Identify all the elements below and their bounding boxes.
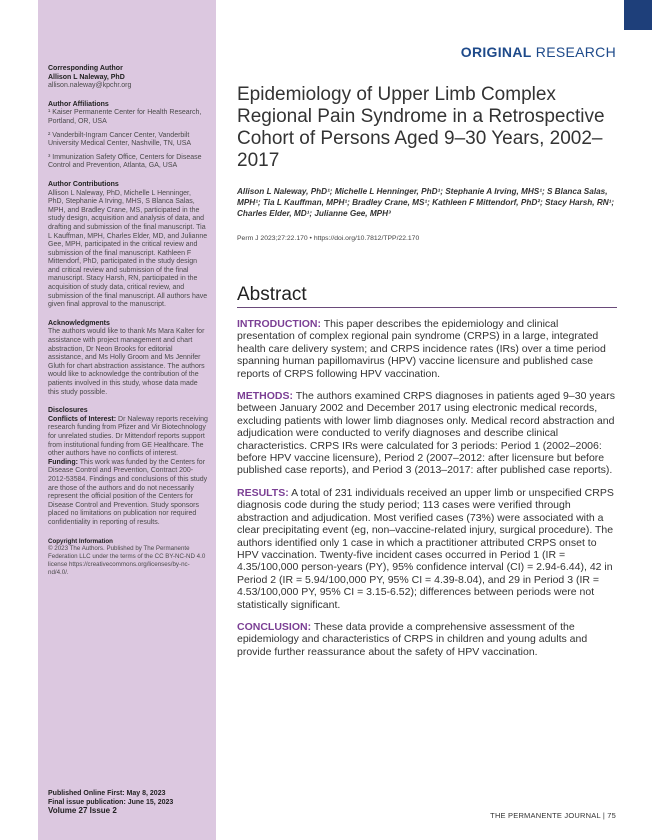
disclosures-heading: Disclosures — [48, 407, 88, 415]
funding-text: This work was funded by the Centers for Disease Control and Prevention, Contract 200-2012-53584. Findings and conclusions of this study are those of the authors and do not necessarily represent the official position of the Centers for Disease Control and Prevention. Study sponsors placed no limitations on publication nor required confidentiality in reporting of results. — [48, 458, 208, 526]
methods-label: METHODS: — [237, 390, 293, 403]
final-issue-publication: Final issue publication: June 15, 2023 — [48, 798, 174, 806]
corner-accent-bar — [624, 0, 652, 30]
methods-text: The authors examined CRPS diagnoses in patients aged 9–30 years between January 2002 and December 2017 using electronic medical records, excluding patients with lower limb diagnoses only. Medical record abstraction and adjudication were conducted to verify diagnoses and describe clinical characteristics. CRPS IRs were calculated for 3 periods: Period 1 (2002–2006: before HPV vaccine licensure), Period 2 (2007–2012: after licensure but before published case reports), and Period 3 (2013–2017: after published case reports). — [237, 390, 616, 477]
abstract-divider — [237, 307, 617, 308]
abstract-heading: Abstract — [237, 284, 307, 305]
results-label: RESULTS: — [237, 486, 289, 499]
funding-label: Funding: — [48, 458, 78, 466]
corresponding-author — [48, 65, 208, 91]
affiliation-2: ² Vanderbilt-Ingram Cancer Center, Vanderbilt University Medical Center, Nashville, TN, USA — [48, 131, 192, 148]
article-title: Epidemiology of Upper Limb Complex Regional Pain Syndrome in a Retrospective Cohort of Persons Aged 9–30 Years, 2002–2017 — [237, 84, 605, 171]
corresponding-email[interactable]: allison.naleway@kpchr.org — [48, 82, 132, 90]
disclosures — [48, 407, 208, 527]
funding — [48, 459, 208, 528]
contributions-text: Allison L Naleway, PhD, Michelle L Henninger, PhD, Stephanie A Irving, MHS, S Blanca Salas, MPH, and Bradley Crane, MS, participated in the study design, acquisition and analysis of data, and drafting and submission of the final manuscript. Tia L Kauffman, MPH, Charles Elder, MD, and Julianne Gee, MPH, participated in the critical review and submission of the final manuscript. Kathleen F Mittendorf, PhD, participated in the study design and critical review and submission of the final manuscript. Stacy Harsh, RN, participated in the acquisition of study data, critical review, and submission of the final manuscript. All authors have given final approval to the manuscript. — [48, 189, 208, 309]
introduction-label: INTRODUCTION: — [237, 318, 321, 330]
abstract-results — [237, 487, 619, 611]
coi-text: Dr Naleway reports receiving research funding from Pfizer and Vir Biotechnology for unrelated studies. Dr Mittendorf reports support from institutional funding from GE Healthcare. The other authors have no conflicts of interest. — [48, 415, 208, 458]
abstract-body — [237, 318, 619, 668]
abstract-methods — [237, 390, 619, 477]
copyright-heading: Copyright Information — [48, 537, 113, 545]
abstract-conclusion — [237, 621, 619, 658]
conclusion-label: CONCLUSION: — [237, 620, 312, 633]
affiliation-1: ¹ Kaiser Permanente Center for Health Research, Portland, OR, USA — [48, 109, 202, 125]
ack-text: The authors would like to thank Ms Mara Kalter for assistance with project management and chart abstraction, Dr Neon Brooks for editorial assistance, and Ms Holly Groom and Ms Jennifer Gluth for chart abstraction assistance. The authors would like to acknowledge the contribution of the patients involved in this study, whose data made this study possible. — [48, 328, 205, 396]
coi-label: Conflicts of Interest: — [48, 415, 117, 423]
section-tag — [461, 44, 616, 60]
published-online: Published Online First: May 8, 2023 — [48, 790, 166, 797]
affiliations-heading: Author Affiliations — [48, 100, 109, 108]
volume-issue: Volume 27 Issue 2 — [48, 806, 117, 815]
corresponding-name: Allison L Naleway, PhD — [48, 73, 125, 81]
section-tag-rest: RESEARCH — [535, 44, 616, 60]
publication-info — [48, 790, 173, 816]
corresponding-heading: Corresponding Author — [48, 65, 123, 72]
ack-heading: Acknowledgments — [48, 319, 110, 327]
affiliation-3: ³ Immunization Safety Office, Centers for Disease Control and Prevention, Atlanta, GA, USA — [48, 153, 202, 170]
abstract-introduction — [237, 318, 619, 380]
copyright-text: © 2023 The Authors. Published by The Permanente Federation LLC under the terms of the CC BY-NC-ND 4.0 license https://creativecommons.org/licenses/by-nc-nd/4.0/. — [48, 545, 206, 576]
conclusion-text: These data provide a comprehensive assessment of the epidemiology and characteristics of CRPS in children and young adults and provide further reassurance about the safety of HPV vaccination. — [237, 620, 588, 658]
introduction-text: This paper describes the epidemiology and clinical presentation of complex regional pain syndrome (CRPS) in a large, integrated health care delivery system; and CRPS incidence rates (IRs) over a time period spanning human papillomavirus (HPV) vaccine licensure and published case reports of CRPS following HPV vaccination. — [237, 318, 606, 380]
acknowledgments — [48, 320, 208, 397]
author-contributions — [48, 181, 208, 310]
sidebar — [38, 0, 216, 840]
results-text: A total of 231 individuals received an upper limb or unspecified CRPS diagnosis code during the study period; 113 cases were verified through abstraction and adjudication. Most verified cases (73%) were associated with a clear precipitating event (eg, non–vaccine-related injury, surgical procedure). The authors identified only 1 case in which a practitioner attributed CRPS onset to HPV vaccination. Twenty-five incident cases occurred in Period 1 (IR = 4.35/100,000 person-years (PY), 95% confidence interval (CI) = 2.94-6.44), 42 in Period 2 (IR = 5.94/100,000 PY, 95% CI = 4.39-8.04), and 29 in Period 3 (IR = 4.53/100,000 PY, 95% CI = 3.15-6.52); differences between periods were not statistically significant. — [237, 486, 614, 611]
citation[interactable]: Perm J 2023;27:22.170 • https://doi.org/10.7812/TPP/22.170 — [237, 235, 420, 242]
author-list: Allison L Naleway, PhD¹; Michelle L Henninger, PhD¹; Stephanie A Irving, MHS¹; S Blanca Salas, MPH¹; Tia L Kauffman, MPH¹; Bradley Crane, MS¹; Kathleen F Mittendorf, PhD²; Stacy Harsh, RN¹; Charles Elder, MD¹; Julianne Gee, MPH³ — [237, 187, 615, 219]
conflicts-of-interest — [48, 416, 208, 459]
contributions-heading: Author Contributions — [48, 180, 119, 188]
author-affiliations — [48, 101, 208, 171]
section-tag-bold: ORIGINAL — [460, 44, 532, 60]
copyright-information — [48, 538, 208, 577]
running-footer: THE PERMANENTE JOURNAL | 75 — [490, 811, 616, 820]
